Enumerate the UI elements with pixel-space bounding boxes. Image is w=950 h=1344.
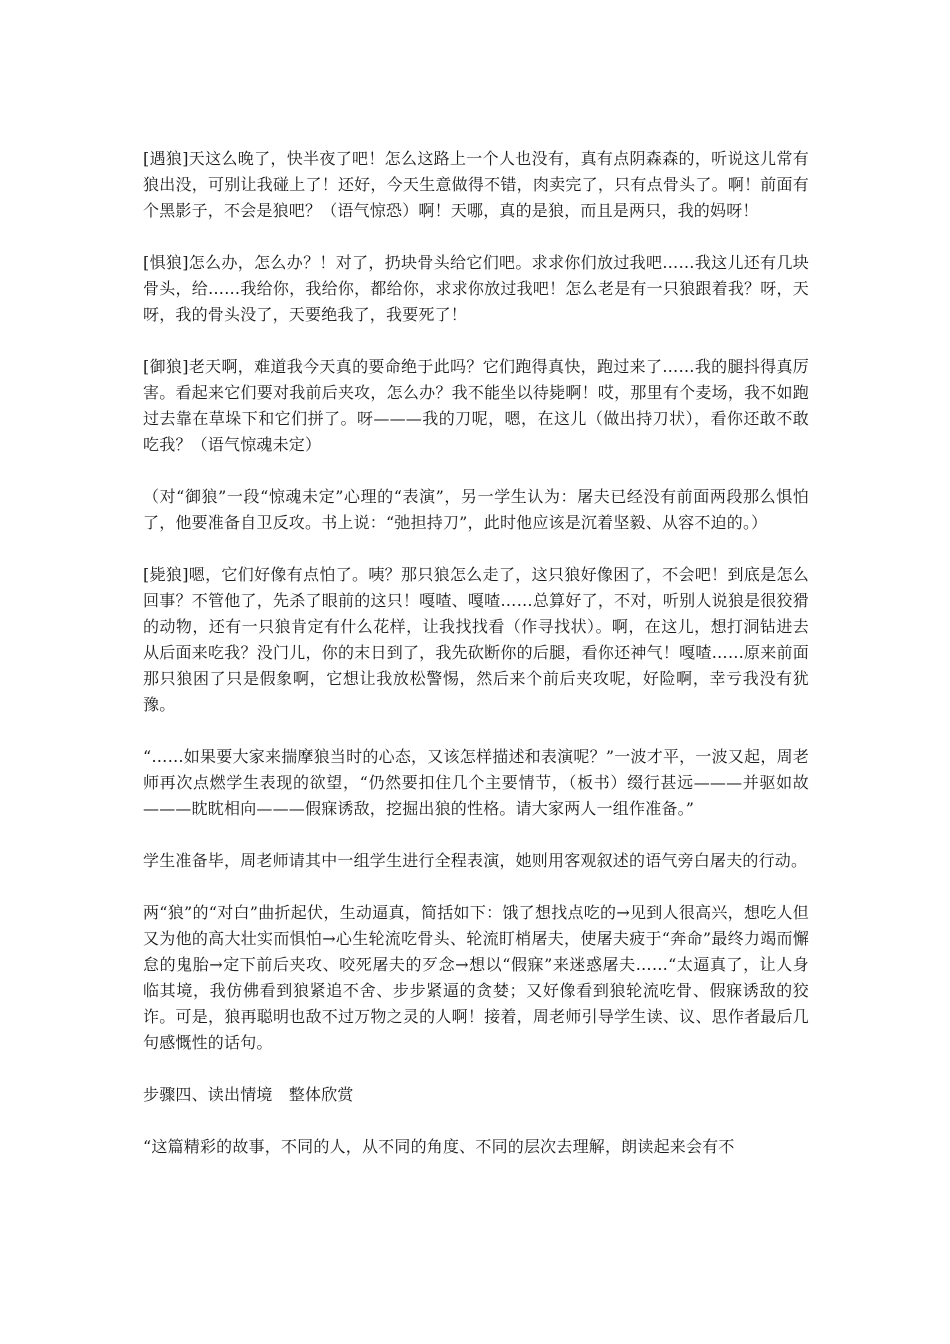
paragraph-fear-wolf: [惧狼]怎么办，怎么办？！对了，扔块骨头给它们吧。求求你们放过我吧……我这儿还有几块骨头，给……我给你，我给你，都给你，求求你放过我吧！怎么老是有一只狼跟着我？呀，天呀，我的骨头没了，天要绝我了，我要死了！ (143, 253, 809, 324)
paragraph-wolf-mindset: “……如果要大家来揣摩狼当时的心态，又该怎样描述和表演呢？”一波才平，一波又起，周老师再次点燃学生表现的欲望，“仍然要扣住几个主要情节，（板书）缀行甚远———并驱如故———眈眈相向———假寐诱敌，挖掘出狼的性格。请大家两人一组作准备。” (143, 747, 809, 818)
paragraph-meet-wolf: [遇狼]天这么晚了，快半夜了吧！怎么这路上一个人也没有，真有点阴森森的，听说这儿常有狼出没，可别让我碰上了！还好，今天生意做得不错，肉卖完了，只有点骨头了。啊！前面有个黑影子，不会是狼吧？（语气惊恐）啊！天哪，真的是狼，而且是两只，我的妈呀！ (143, 149, 809, 220)
document-body (143, 146, 809, 1160)
paragraph-full-performance: 学生准备毕，周老师请其中一组学生进行全程表演，她则用客观叙述的语气旁白屠夫的行动。 (143, 851, 808, 870)
section-heading-step-four: 步骤四、读出情境 整体欣赏 (143, 1085, 354, 1104)
paragraph-closing-quote: “这篇精彩的故事，不同的人，从不同的角度、不同的层次去理解，朗读起来会有不 (143, 1137, 735, 1156)
paragraph-student-comment: （对“御狼”一段“惊魂未定”心理的“表演”，另一学生认为：屠夫已经没有前面两段那么惧怕了，他要准备自卫反攻。书上说：“弛担持刀”，此时他应该是沉着坚毅、从容不迫的。） (143, 487, 809, 532)
paragraph-resist-wolf: [御狼]老天啊，难道我今天真的要命绝于此吗？它们跑得真快，跑过来了……我的腿抖得真厉害。看起来它们要对我前后夹攻，怎么办？我不能坐以待毙啊！哎，那里有个麦场，我不如跑过去靠在草垛下和它们拼了。呀———我的刀呢，嗯，在这儿（做出持刀状），看你还敢不敢吃我？（语气惊魂未定） (143, 357, 809, 454)
paragraph-kill-wolf: [毙狼]嗯，它们好像有点怕了。咦？那只狼怎么走了，这只狼好像困了，不会吧！到底是怎么回事？不管他了，先杀了眼前的这只！嘎喳、嘎喳……总算好了，不对，听别人说狼是很狡猾的动物，还有一只狼肯定有什么花样，让我找找看（作寻找状）。啊，在这儿，想打洞钻进去从后面来吃我？没门儿，你的末日到了，我先砍断你的后腿，看你还神气！嘎喳……原来前面那只狼困了只是假象啊，它想让我放松警惕，然后来个前后夹攻呢，好险啊，幸亏我没有犹豫。 (143, 565, 809, 714)
paragraph-wolf-dialogue: 两“狼”的“对白”曲折起伏，生动逼真，简括如下：饿了想找点吃的→见到人很高兴，想吃人但又为他的高大壮实而惧怕→心生轮流吃骨头、轮流盯梢屠夫，使屠夫疲于“奔命”最终力竭而懈怠的鬼胎→定下前后夹攻、咬死屠夫的歹念→想以“假寐”来迷惑屠夫……“太逼真了，让人身临其境，我仿佛看到狼紧追不舍、步步紧逼的贪婪；又好像看到狼轮流吃骨、假寐诱敌的狡诈。可是，狼再聪明也敌不过万物之灵的人啊！接着，周老师引导学生读、议、思作者最后几句感慨性的话句。 (143, 903, 809, 1052)
